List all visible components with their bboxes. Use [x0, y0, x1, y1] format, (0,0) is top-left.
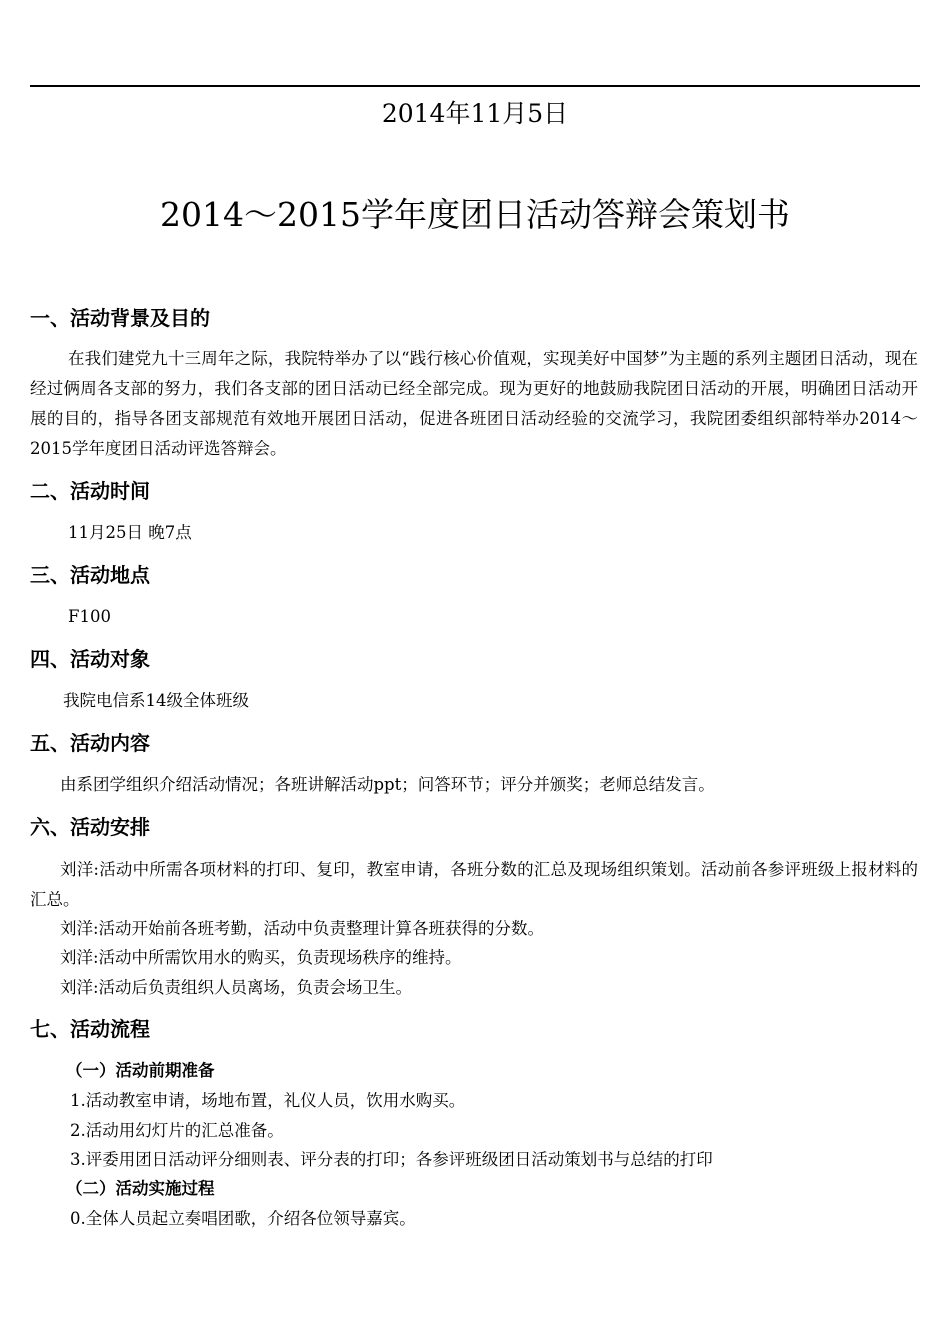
event-content: 由系团学组织介绍活动情况；各班讲解活动ppt；问答环节；评分并颁奖；老师总结发言。	[60, 775, 715, 794]
section-heading-process: 七、活动流程	[30, 1017, 150, 1041]
document-title: 2014～2015学年度团日活动答辩会策划书	[160, 195, 790, 234]
arrangement-item: 刘洋:活动后负责组织人员离场，负责会场卫生。	[60, 978, 413, 997]
event-time: 11月25日 晚7点	[68, 523, 192, 542]
section-heading-background: 一、活动背景及目的	[30, 306, 210, 330]
prep-item: 1.活动教室申请，场地布置，礼仪人员，饮用水购买。	[70, 1091, 466, 1110]
section-heading-location: 三、活动地点	[30, 563, 150, 587]
execution-item: 0.全体人员起立奏唱团歌，介绍各位领导嘉宾。	[70, 1209, 416, 1228]
header-rule	[30, 85, 920, 87]
arrangement-item: 刘洋:活动中所需饮用水的购买，负责现场秩序的维持。	[60, 948, 462, 967]
event-audience: 我院电信系14级全体班级	[63, 691, 249, 710]
document-date: 2014年11月5日	[381, 99, 569, 128]
arrangement-item: 刘洋:活动开始前各班考勤，活动中负责整理计算各班获得的分数。	[60, 919, 545, 938]
section-heading-arrangement: 六、活动安排	[30, 815, 150, 839]
section-heading-content: 五、活动内容	[30, 731, 150, 755]
subsection-heading-prep: （一）活动前期准备	[66, 1061, 215, 1080]
background-paragraph: 在我们建党九十三周年之际，我院特举办了以“践行核心价值观，实现美好中国梦”为主题的系列主题团日活动，现在经过俩周各支部的努力，我们各支部的团日活动已经全部完成。现为更好的地鼓励我院团日活动的开展，明确团日活动开展的目的，指导各团支部规范有效地开展团日活动，促进各班团日活动经验的交流学习，我院团委组织部特举办2014～2015学年度团日活动评选答辩会。	[30, 349, 918, 458]
subsection-heading-execution: （二）活动实施过程	[66, 1179, 215, 1198]
section-heading-time: 二、活动时间	[30, 479, 150, 503]
prep-item: 2.活动用幻灯片的汇总准备。	[70, 1121, 284, 1140]
arrangement-item: 刘洋:活动中所需各项材料的打印、复印，教室申请，各班分数的汇总及现场组织策划。活动前各参评班级上报材料的汇总。	[30, 860, 918, 909]
section-heading-audience: 四、活动对象	[30, 647, 150, 671]
prep-item: 3.评委用团日活动评分细则表、评分表的打印；各参评班级团日活动策划书与总结的打印	[70, 1150, 713, 1169]
event-location: F100	[68, 607, 111, 626]
